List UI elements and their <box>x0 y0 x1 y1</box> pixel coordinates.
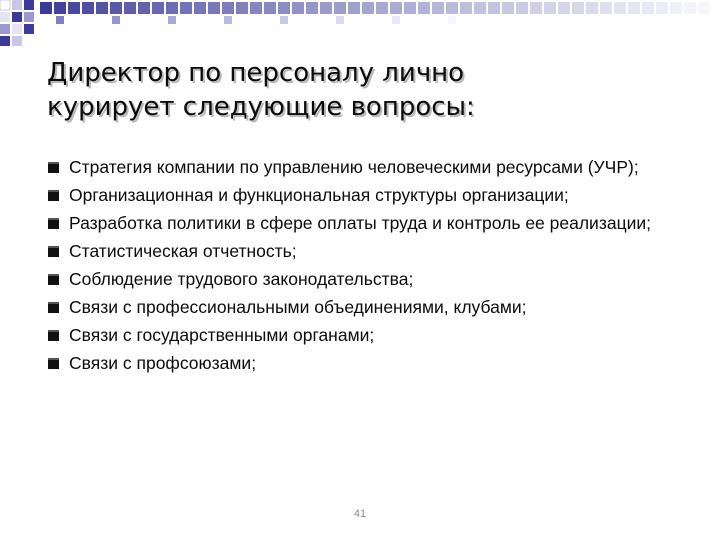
banner-block <box>222 2 234 14</box>
page-number: 41 <box>353 508 367 520</box>
banner-block <box>112 16 120 24</box>
banner-block <box>404 2 416 14</box>
bullet-item <box>48 296 688 318</box>
square-bullet-icon <box>48 274 59 285</box>
banner-block <box>642 2 654 14</box>
banner-block <box>194 2 206 14</box>
bullet-text: Связи с профессиональными объединениями, клубами; <box>69 297 527 317</box>
banner-block <box>306 2 318 14</box>
bullet-item <box>48 212 688 234</box>
banner-block <box>362 2 374 14</box>
banner-block <box>600 2 612 14</box>
banner-block <box>392 16 400 24</box>
banner-block <box>264 2 276 14</box>
banner-block <box>474 2 486 14</box>
banner-block <box>180 2 192 14</box>
banner-block <box>152 2 164 14</box>
bullet-text: Соблюдение трудового законодательства; <box>69 269 414 289</box>
banner-block <box>530 2 542 14</box>
bullet-text: Стратегия компании по управлению человеческими ресурсами (УЧР); <box>69 157 639 177</box>
banner-block <box>54 2 66 14</box>
banner-block <box>670 2 682 14</box>
banner-block <box>586 2 598 14</box>
banner-block <box>82 2 94 14</box>
decorative-checker-banner <box>0 0 720 50</box>
square-bullet-icon <box>48 190 59 201</box>
bullet-item <box>48 268 688 290</box>
banner-block <box>336 16 344 24</box>
banner-block <box>334 2 346 14</box>
banner-block <box>504 16 512 24</box>
banner-block <box>250 2 262 14</box>
square-bullet-icon <box>48 162 59 173</box>
bullet-item <box>48 156 688 178</box>
square-bullet-icon <box>48 302 59 313</box>
banner-block <box>348 2 360 14</box>
square-bullet-icon <box>48 358 59 369</box>
banner-block <box>390 2 402 14</box>
bullet-item <box>48 324 688 346</box>
banner-block <box>376 2 388 14</box>
banner-block <box>110 2 122 14</box>
square-bullet-icon <box>48 218 59 229</box>
bullet-text: Разработка политики в сфере оплаты труда и контроль ее реализации; <box>69 213 652 233</box>
banner-block <box>124 2 136 14</box>
banner-block <box>138 2 150 14</box>
banner-block <box>96 2 108 14</box>
banner-block <box>320 2 332 14</box>
banner-block <box>166 2 178 14</box>
banner-block <box>502 2 514 14</box>
banner-block <box>418 2 430 14</box>
banner-block <box>446 2 458 14</box>
banner-block <box>280 16 288 24</box>
banner-block <box>208 2 220 14</box>
banner-block <box>488 2 500 14</box>
banner-block <box>278 2 290 14</box>
bullet-list <box>48 156 688 380</box>
banner-block <box>684 2 696 14</box>
bullet-text: Связи с профсоюзами; <box>69 353 257 373</box>
bullet-item <box>48 240 688 262</box>
banner-block <box>224 16 232 24</box>
banner-block <box>672 16 680 24</box>
bullet-item <box>48 352 688 374</box>
banner-block <box>516 2 528 14</box>
banner-block <box>558 2 570 14</box>
slide-title-line-1: Директор по персоналу лично <box>47 58 465 88</box>
banner-block <box>656 2 668 14</box>
banner-block <box>68 2 80 14</box>
banner-block <box>460 2 472 14</box>
banner-block <box>40 2 52 14</box>
banner-block <box>432 2 444 14</box>
bullet-text: Статистическая отчетность; <box>69 241 297 261</box>
banner-block <box>628 2 640 14</box>
banner-block <box>698 2 710 14</box>
banner-block <box>448 16 456 24</box>
banner-block <box>56 16 64 24</box>
banner-block <box>572 2 584 14</box>
banner-block <box>168 16 176 24</box>
banner-block <box>236 2 248 14</box>
banner-block <box>544 2 556 14</box>
square-bullet-icon <box>48 330 59 341</box>
bullet-item <box>48 184 688 206</box>
square-bullet-icon <box>48 246 59 257</box>
banner-block <box>292 2 304 14</box>
slide-title <box>47 56 687 124</box>
banner-block <box>560 16 568 24</box>
banner-block <box>614 2 626 14</box>
slide-title-line-2: курирует следующие вопросы: <box>47 92 475 122</box>
bullet-text: Организационная и функциональная структуры организации; <box>69 185 569 205</box>
banner-block <box>616 16 624 24</box>
bullet-text: Связи с государственными органами; <box>69 325 375 345</box>
